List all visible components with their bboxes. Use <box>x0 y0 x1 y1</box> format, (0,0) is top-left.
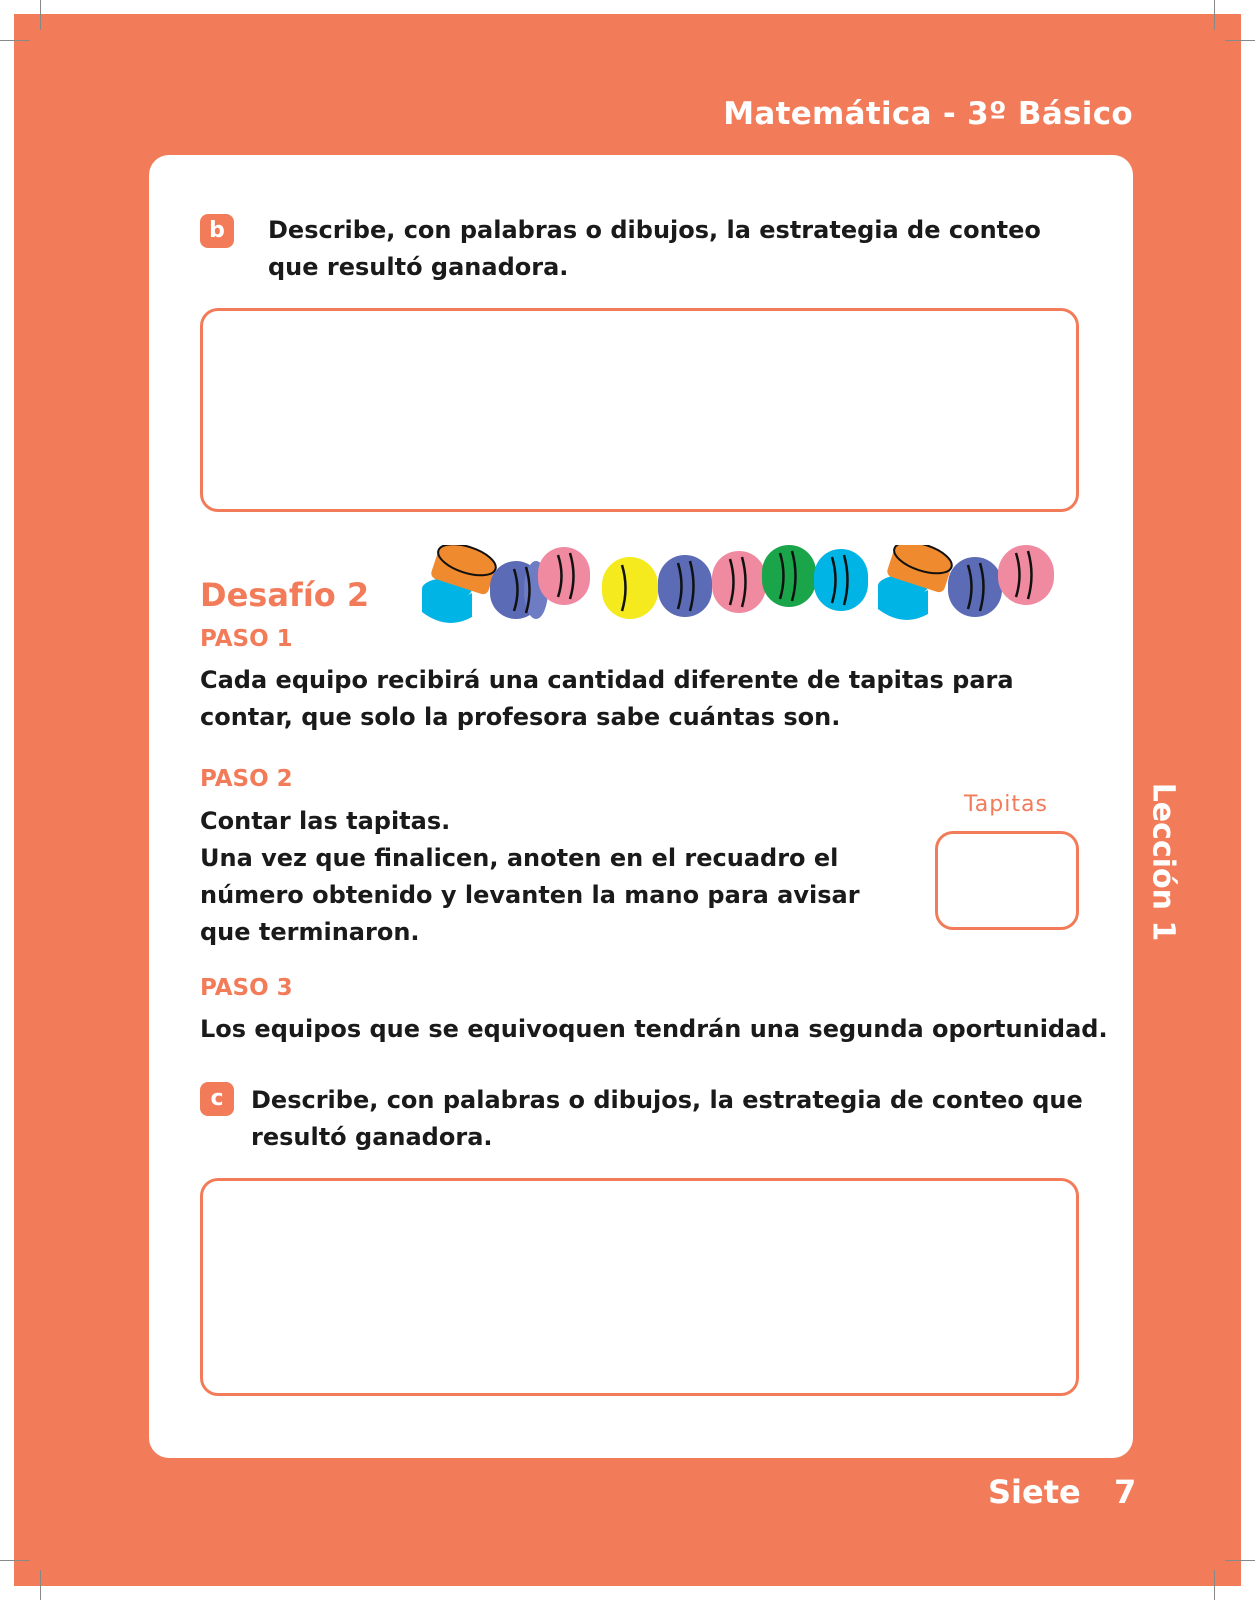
step-1-text <box>200 662 1014 736</box>
count-box-label: Tapitas <box>964 792 1048 817</box>
bottle-caps-illustration <box>420 545 1072 635</box>
lesson-tab: Lección 1 <box>1145 782 1181 942</box>
item-badge-c: c <box>200 1082 234 1116</box>
step-1-line: Cada equipo recibirá una cantidad diferente de tapitas para <box>200 666 1014 694</box>
challenge-title: Desafío 2 <box>200 576 370 614</box>
question-b-line: que resultó ganadora. <box>268 253 569 281</box>
question-b-text <box>268 212 1041 286</box>
cap-icon <box>602 557 658 619</box>
question-c-line: Describe, con palabras o dibujos, la estrategia de conteo que <box>251 1086 1083 1114</box>
step-2-title: PASO 2 <box>200 766 293 792</box>
cap-icon <box>762 545 816 607</box>
step-2-line: número obtenido y levanten la mano para avisar <box>200 881 860 909</box>
step-3-text <box>200 1011 1108 1048</box>
cap-icon <box>948 557 1002 617</box>
cap-icon <box>814 549 868 611</box>
question-c-text <box>251 1082 1083 1156</box>
step-3-line: Los equipos que se equivoquen tendrán una segunda oportunidad. <box>200 1015 1108 1043</box>
book-title: Matemática - 3º Básico <box>723 96 1133 132</box>
page-number-word: Siete <box>988 1473 1081 1511</box>
question-b-line: Describe, con palabras o dibujos, la estrategia de conteo <box>268 216 1041 244</box>
cap-icon <box>658 555 712 617</box>
question-c-line: resultó ganadora. <box>251 1123 493 1151</box>
step-1-title: PASO 1 <box>200 626 293 652</box>
crop-mark <box>40 1570 41 1600</box>
crop-mark <box>40 0 41 30</box>
step-2-line: Una vez que finalicen, anoten en el recuadro el <box>200 844 839 872</box>
step-1-line: contar, que solo la profesora sabe cuántas son. <box>200 703 841 731</box>
step-2-line: que terminaron. <box>200 918 420 946</box>
crop-mark <box>1225 1560 1255 1561</box>
answer-box-c[interactable] <box>200 1178 1079 1396</box>
answer-box-b[interactable] <box>200 308 1079 512</box>
crop-mark <box>1214 0 1215 30</box>
page-number: 7 <box>1114 1473 1137 1511</box>
cap-icon <box>538 547 590 605</box>
count-answer-box[interactable] <box>935 831 1079 930</box>
cap-icon <box>998 545 1054 605</box>
step-2-text <box>200 803 860 951</box>
crop-mark <box>0 1560 30 1561</box>
crop-mark <box>1225 40 1255 41</box>
crop-mark <box>1214 1570 1215 1600</box>
step-3-title: PASO 3 <box>200 975 293 1001</box>
item-badge-b: b <box>200 214 234 248</box>
step-2-line: Contar las tapitas. <box>200 807 451 835</box>
cap-icon <box>712 551 766 613</box>
crop-mark <box>0 40 30 41</box>
